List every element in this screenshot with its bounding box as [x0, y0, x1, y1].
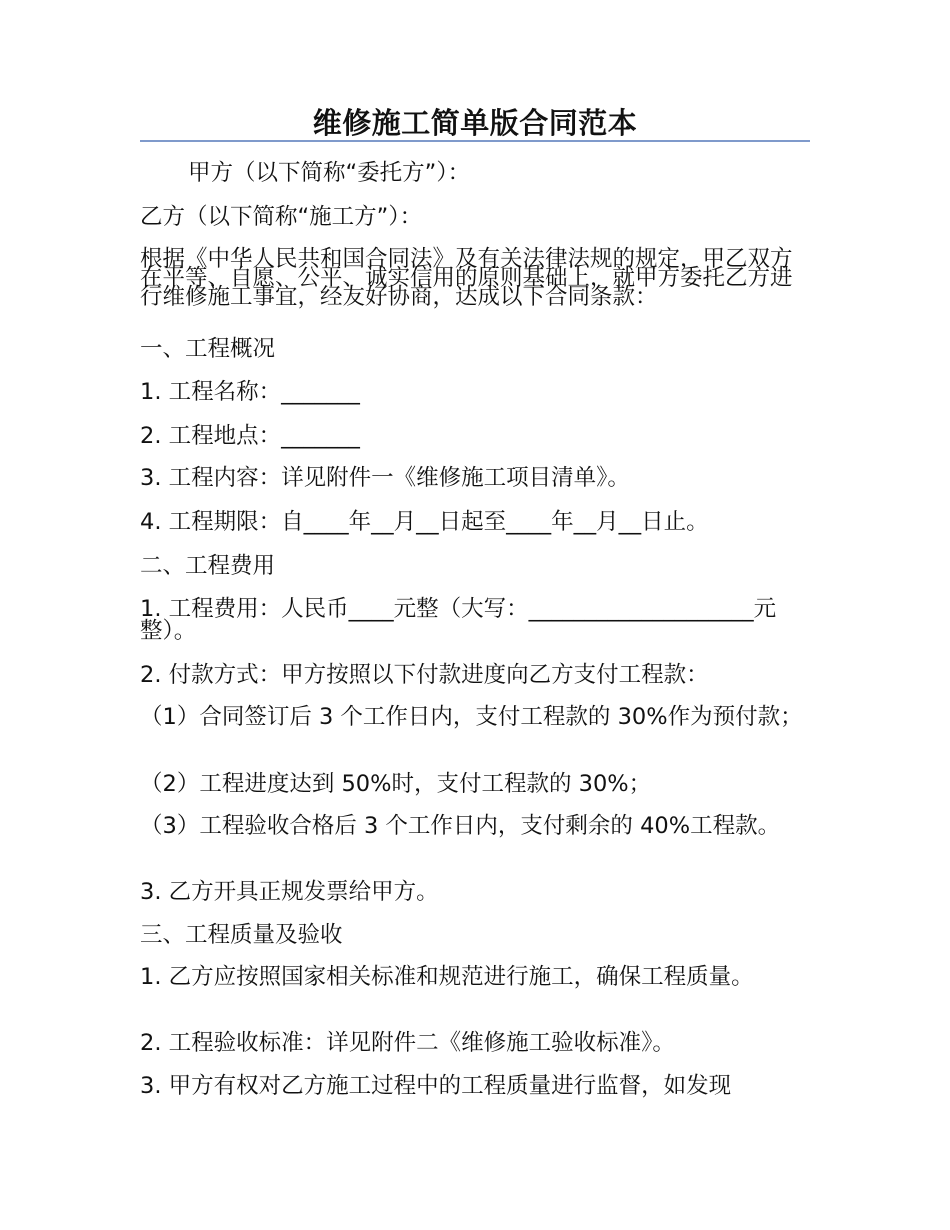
section-heading-3: 三、工程质量及验收 [140, 922, 343, 948]
preamble-paragraph: 根据《中华人民共和国合同法》及有关法律法规的规定，甲乙双方在平等、自愿、公平、诚实信用的原则基础上，就甲方委托乙方进行维修施工事宜，经友好协商，达成以下合同条款： [140, 246, 793, 310]
clause-2-2: 2. 付款方式：甲方按照以下付款进度向乙方支付工程款： [140, 662, 709, 688]
payment-step-3: （3）工程验收合格后 3 个工作日内，支付剩余的 40%工程款。 [140, 813, 781, 839]
clause-2-3: 3. 乙方开具正规发票给甲方。 [140, 879, 439, 905]
clause-1-1: 1. 工程名称：_______ [140, 379, 360, 405]
clause-2-1: 1. 工程费用：人民币____元整（大写：____________________元整）。 [140, 596, 777, 644]
section-heading-1: 一、工程概况 [140, 336, 276, 362]
clause-1-3: 3. 工程内容：详见附件一《维修施工项目清单》。 [140, 465, 630, 491]
document-title: 维修施工简单版合同范本 [312, 106, 638, 140]
clause-3-2: 2. 工程验收标准：详见附件二《维修施工验收标准》。 [140, 1030, 675, 1056]
title-underline [140, 140, 810, 142]
party-b-line: 乙方（以下简称“施工方”）： [140, 204, 423, 230]
title-block [140, 104, 810, 142]
party-a-line: 甲方（以下简称“委托方”）： [188, 160, 471, 186]
clause-1-2: 2. 工程地点：_______ [140, 423, 360, 449]
section-heading-2: 二、工程费用 [140, 553, 276, 579]
clause-1-4: 4. 工程期限：自____年__月__日起至____年__月__日止。 [140, 509, 709, 535]
clause-3-3: 3. 甲方有权对乙方施工过程中的工程质量进行监督，如发现 [140, 1073, 732, 1099]
clause-3-1: 1. 乙方应按照国家相关标准和规范进行施工，确保工程质量。 [140, 964, 754, 990]
payment-step-2: （2）工程进度达到 50%时，支付工程款的 30%； [140, 771, 652, 797]
payment-step-1: （1）合同签订后 3 个工作日内，支付工程款的 30%作为预付款； [140, 704, 803, 730]
